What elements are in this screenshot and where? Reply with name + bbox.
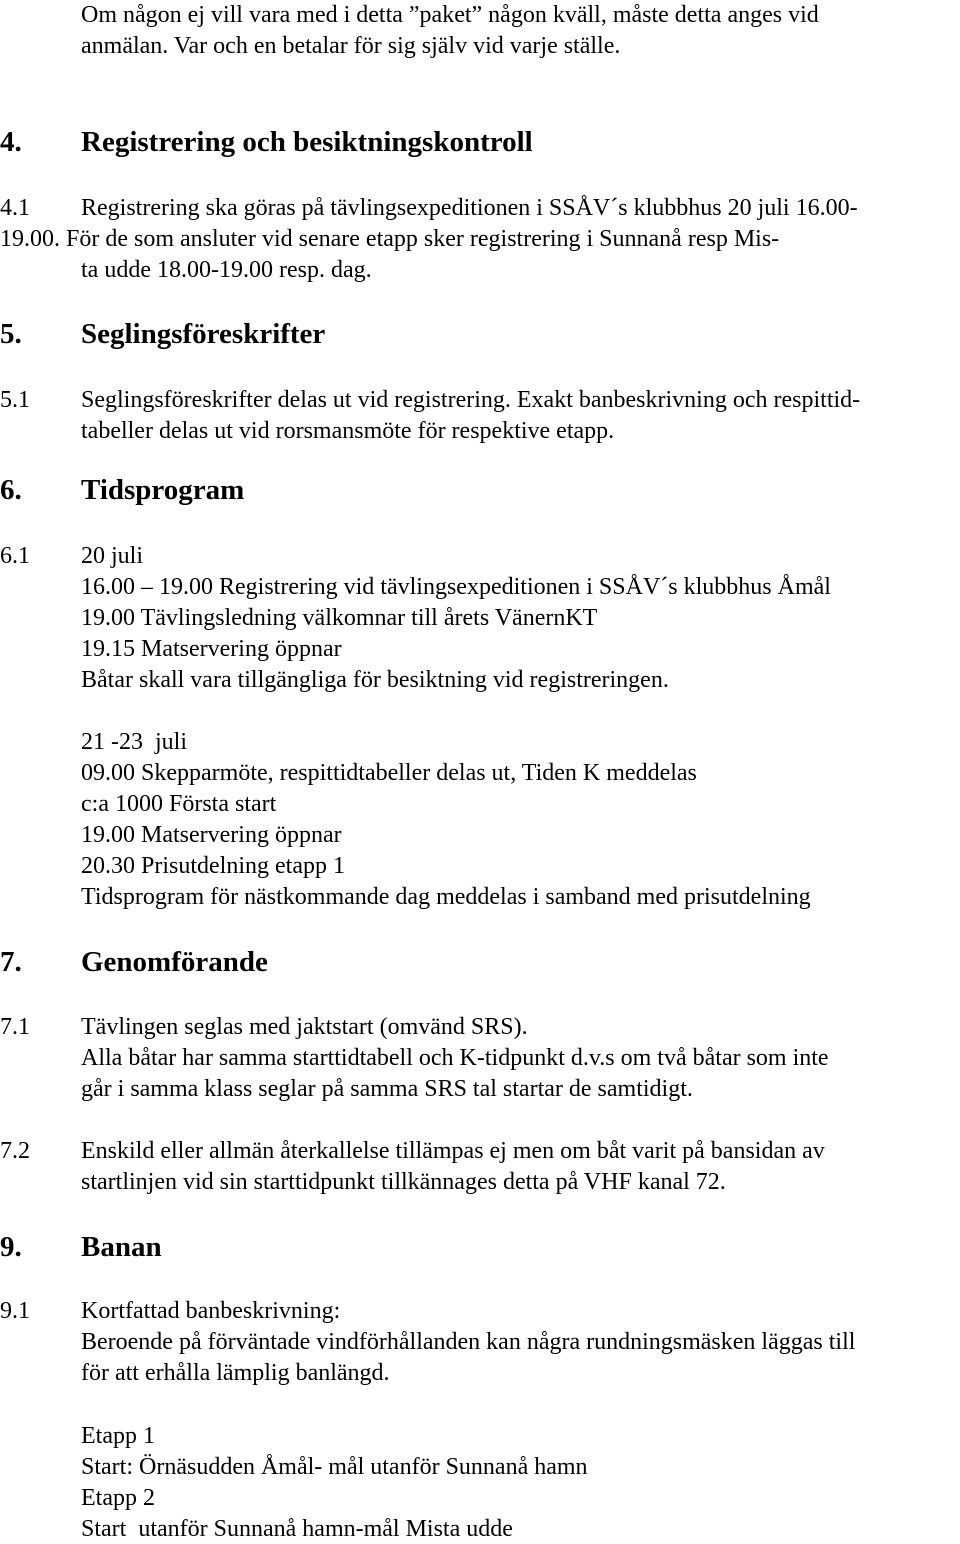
etapp-line: Etapp 1 [81, 1423, 155, 1449]
schedule-line: 19.15 Matservering öppnar [81, 636, 342, 662]
text-line: Seglingsföreskrifter delas ut vid registrering. Exakt banbeskrivning och respittid- [81, 387, 861, 413]
schedule-line: 19.00 Tävlingsledning välkomnar till årets VänernKT [81, 605, 598, 631]
section-heading: Banan [81, 1231, 162, 1263]
schedule-line: 21 -23 juli [81, 729, 187, 755]
section-heading: Tidsprogram [81, 474, 245, 506]
text-line: Registrering ska göras på tävlingsexpeditionen i SSÅV´s klubbhus 20 juli 16.00- [81, 195, 858, 221]
schedule-line: 16.00 – 19.00 Registrering vid tävlingsexpeditionen i SSÅV´s klubbhus Åmål [81, 574, 831, 600]
text-line: 19.00. För de som ansluter vid senare etapp sker registrering i Sunnanå resp Mis- [0, 226, 780, 252]
text-line: Enskild eller allmän återkallelse tillämpas ej men om båt varit på bansidan av [81, 1138, 825, 1164]
clause-number: 7.1 [0, 1014, 30, 1040]
etapp-line: Etapp 2 [81, 1485, 155, 1511]
schedule-line: Tidsprogram för nästkommande dag meddelas i samband med prisutdelning [81, 884, 811, 910]
clause-number: 7.2 [0, 1138, 30, 1164]
section-number: 5. [0, 318, 22, 350]
text-line: Alla båtar har samma starttidtabell och K-tidpunkt d.v.s om två båtar som inte [81, 1045, 829, 1071]
text-line: Om någon ej vill vara med i detta ”paket” någon kväll, måste detta anges vid [81, 2, 819, 28]
section-heading: Registrering och besiktningskontroll [81, 126, 533, 158]
schedule-line: 20.30 Prisutdelning etapp 1 [81, 853, 345, 879]
section-number: 7. [0, 946, 22, 978]
section-number: 9. [0, 1231, 22, 1263]
section-number: 4. [0, 126, 22, 158]
text-line: går i samma klass seglar på samma SRS tal startar de samtidigt. [81, 1076, 693, 1102]
text-line: för att erhålla lämplig banlängd. [81, 1360, 390, 1386]
text-line: tabeller delas ut vid rorsmansmöte för respektive etapp. [81, 418, 615, 444]
text-line: Kortfattad banbeskrivning: [81, 1298, 341, 1324]
section-number: 6. [0, 474, 22, 506]
schedule-line: 09.00 Skepparmöte, respittidtabeller delas ut, Tiden K meddelas [81, 760, 697, 786]
text-line: startlinjen vid sin starttidpunkt tillkännages detta på VHF kanal 72. [81, 1169, 726, 1195]
text-line: Beroende på förväntade vindförhållanden kan några rundningsmäsken läggas till [81, 1329, 856, 1355]
text-line: ta udde 18.00-19.00 resp. dag. [81, 257, 372, 283]
text-line: anmälan. Var och en betalar för sig själv vid varje ställe. [81, 33, 621, 59]
schedule-line: 19.00 Matservering öppnar [81, 822, 342, 848]
etapp-line: Start: Örnäsudden Åmål- mål utanför Sunnanå hamn [81, 1454, 588, 1480]
schedule-line: Båtar skall vara tillgängliga för besiktning vid registreringen. [81, 667, 669, 693]
schedule-line: 20 juli [81, 543, 144, 569]
etapp-line: Start utanför Sunnanå hamn-mål Mista udde [81, 1516, 513, 1542]
section-heading: Genomförande [81, 946, 268, 978]
clause-number: 9.1 [0, 1298, 30, 1324]
schedule-line: c:a 1000 Första start [81, 791, 277, 817]
clause-number: 4.1 [0, 195, 30, 221]
clause-number: 5.1 [0, 387, 30, 413]
section-heading: Seglingsföreskrifter [81, 318, 326, 350]
clause-number: 6.1 [0, 543, 30, 569]
text-line: Tävlingen seglas med jaktstart (omvänd SRS). [81, 1014, 528, 1040]
